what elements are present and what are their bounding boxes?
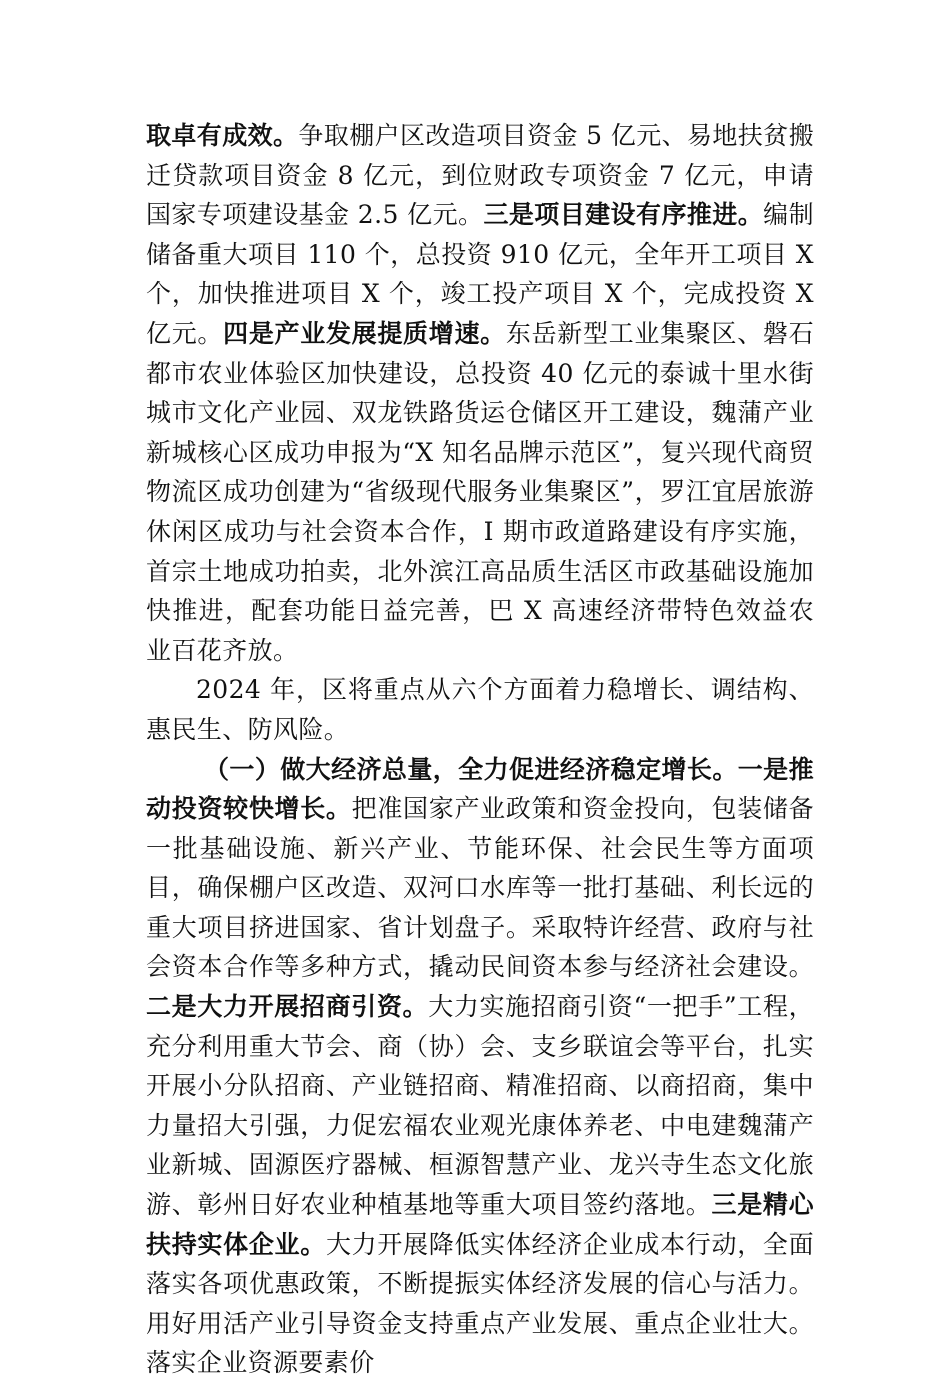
paragraph-1 [146, 116, 814, 670]
section-heading: （一）做大经济总量，全力促进经济稳定增长。 [204, 755, 738, 784]
text-run: 大力实施招商引资“一把手”工程，充分利用重大节会、商（协）会、支乡联谊会等平台，扎实开展小分队招商、产业链招商、精准招商、以商招商，集中力量招大引强，力促宏福农业观光康体养老、中电建魏蒲产业新城、固源医疗器械、桓源智慧产业、龙兴寺生态文化旅游、彰州日好农业种植基地等重大项目签约落地。 [146, 992, 814, 1219]
text-run: 大力开展降低实体经济企业成本行动，全面落实各项优惠政策，不断提振实体经济发展的信心与活力。用好用活产业引导资金支持重点产业发展、重点企业壮大。落实企业资源要素价 [146, 1230, 814, 1378]
text-run: 2024 年，区将重点从六个方面着力稳增长、调结构、惠民生、防风险。 [146, 675, 814, 744]
text-run: 二是大力开展招商引资。 [146, 992, 428, 1021]
text-run: 四是产业发展提质增速。 [223, 319, 506, 348]
text-run: 三是精心扶持实体企业。 [146, 1190, 814, 1259]
text-run: 争取棚户区改造项目资金 5 亿元、易地扶贫搬迁贷款项目资金 8 亿元，到位财政专项资金 7 亿元，申请国家专项建设基金 2.5 亿元。 [146, 121, 814, 229]
text-run: 把准国家产业政策和资金投向，包装储备一批基础设施、新兴产业、节能环保、社会民生等方面项目，确保棚户区改造、双河口水库等一批打基础、利长远的重大项目挤进国家、省计划盘子。采取特许经营、政府与社会资本合作等多种方式，撬动民间资本参与经济社会建设。 [146, 794, 814, 981]
text-run: 东岳新型工业集聚区、磐石都市农业体验区加快建设，总投资 40 亿元的泰诚十里水街城市文化产业园、双龙铁路货运仓储区开工建设，魏蒲产业新城核心区成功申报为“X 知名品牌示范区”，复兴现代商贸物流区成功创建为“省级现代服务业集聚区”，罗江宜居旅游休闲区成功与社会资本合作，I 期市政道路建设有序实施，首宗土地成功拍卖，北外滨江高品质生活区市政基础设施加快推进，配套功能日益完善，巴 X 高速经济带特色效益农业百花齐放。 [146, 319, 814, 665]
text-run: 三是项目建设有序推进。 [483, 200, 763, 229]
text-run: 编制储备重大项目 110 个，总投资 910 亿元，全年开工项目 X 个，加快推进项目 X 个，竣工投产项目 X 个，完成投资 X 亿元。 [146, 200, 814, 348]
paragraph-2 [146, 670, 814, 749]
paragraph-3 [146, 750, 814, 1383]
text-run: 取卓有成效。 [146, 121, 298, 150]
text-run: 一是推动投资较快增长。 [146, 755, 814, 824]
body-text [146, 116, 814, 1383]
